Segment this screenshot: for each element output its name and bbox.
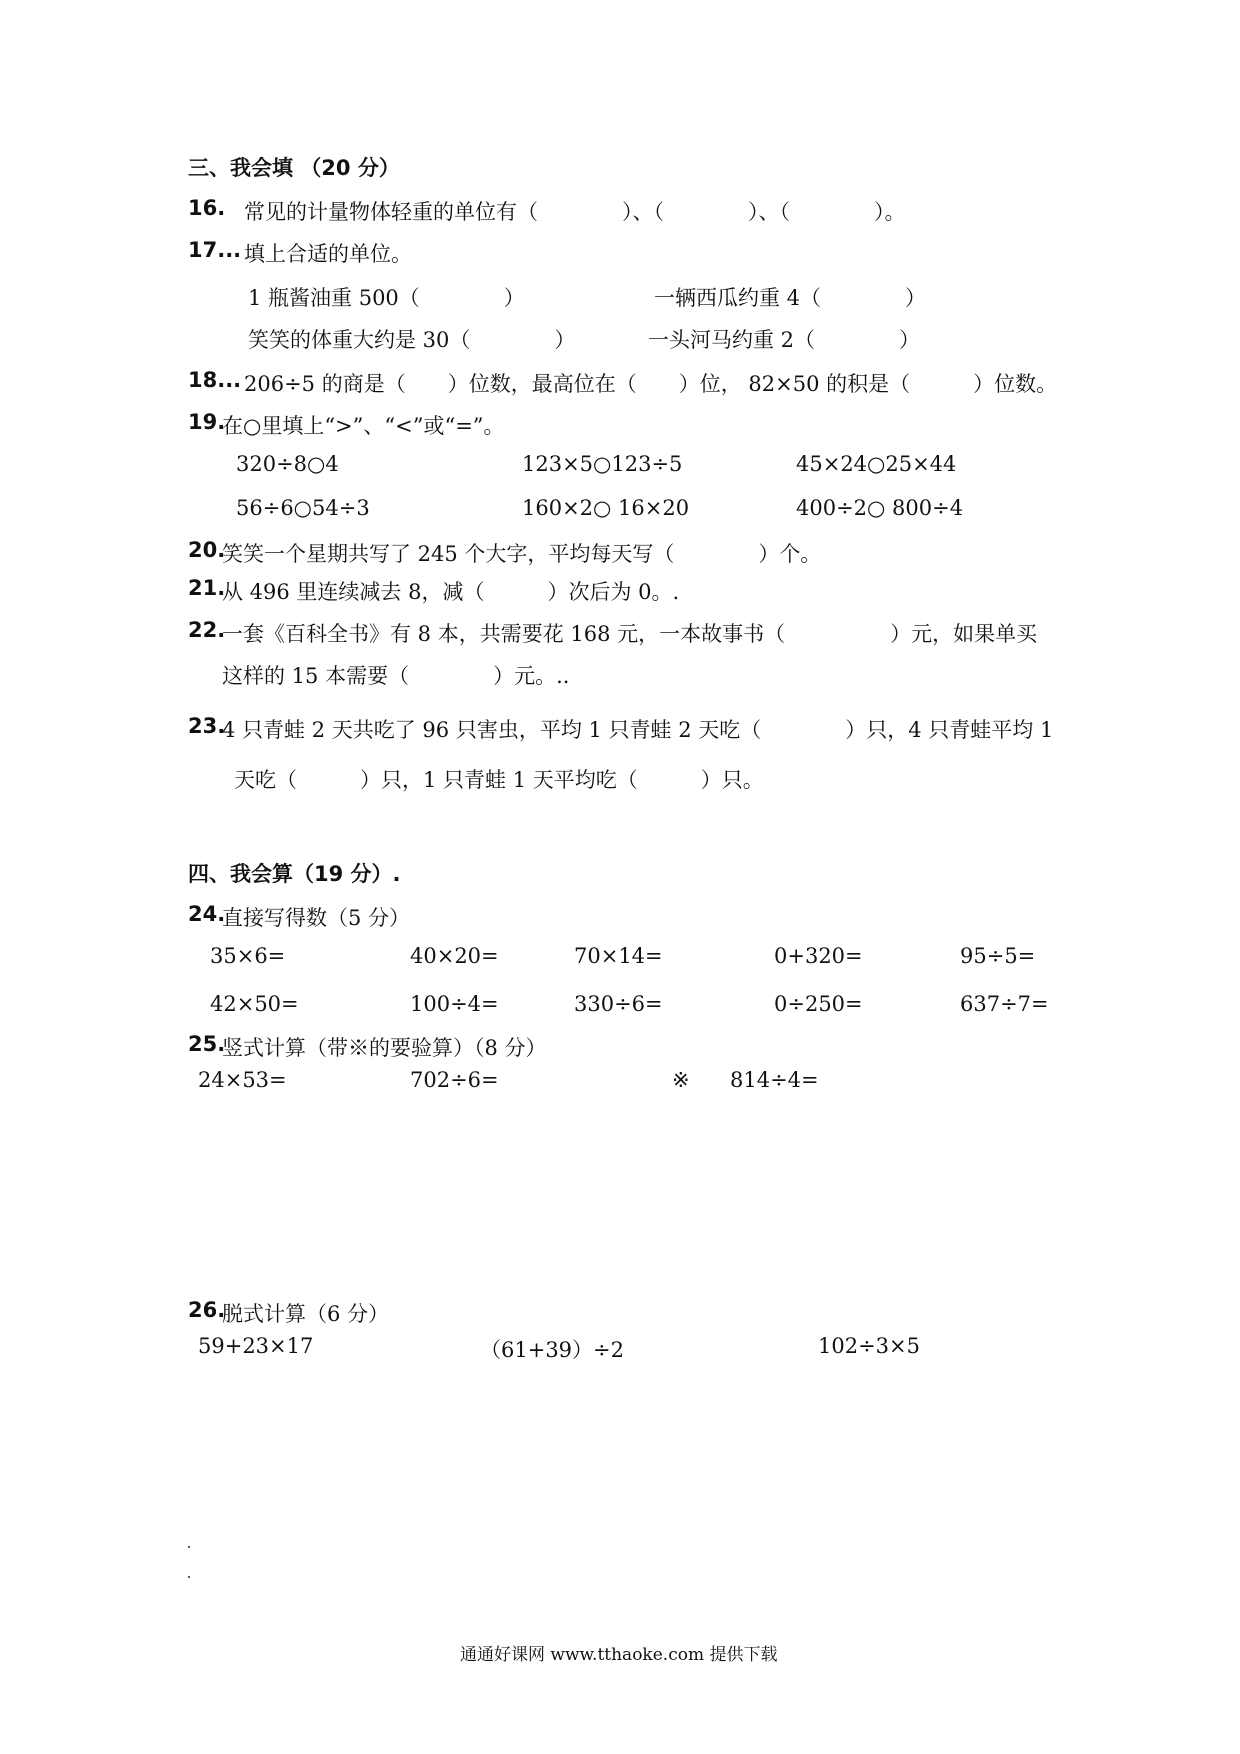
- q25-number: 25.: [188, 1032, 226, 1056]
- q25-item: 702÷6=: [410, 1068, 499, 1092]
- q26-number: 26.: [188, 1298, 226, 1322]
- scan-dot: [188, 1546, 190, 1548]
- q17-item-b: 一辆西瓜约重 4（ ）: [654, 286, 927, 310]
- scan-dot: [188, 1576, 190, 1578]
- q23-line-2: 天吃（ ）只，1 只青蛙 1 天平均吃（ ）只。: [234, 768, 764, 792]
- q26-text: 脱式计算（6 分）: [222, 1302, 390, 1326]
- q24-text: 直接写得数（5 分）: [222, 906, 411, 930]
- q19-item: 320÷8○4: [236, 452, 339, 476]
- q22-line-2: 这样的 15 本需要（ ）元。..: [222, 664, 570, 688]
- q24-number: 24.: [188, 902, 226, 926]
- q21-number: 21.: [188, 576, 226, 600]
- section-3-heading: 三、我会填 （20 分）: [188, 156, 400, 180]
- q16-text: 常见的计量物体轻重的单位有（ ）、（ ）、（ ）。: [244, 200, 906, 224]
- q22-line-1: 一套《百科全书》有 8 本，共需要花 168 元，一本故事书（ ）元，如果单买: [222, 622, 1038, 646]
- q19-item: 56÷6○54÷3: [236, 496, 370, 520]
- q16-number: 16.: [188, 196, 226, 220]
- q24-item: 40×20=: [410, 944, 499, 968]
- section-4-heading: 四、我会算（19 分）.: [188, 862, 401, 886]
- q24-item: 0+320=: [774, 944, 863, 968]
- q17-item-a: 1 瓶酱油重 500（ ）: [248, 286, 525, 310]
- q17-text: 填上合适的单位。: [244, 242, 412, 266]
- verification-mark: ※: [672, 1068, 690, 1092]
- q23-line-1: 4 只青蛙 2 天共吃了 96 只害虫，平均 1 只青蛙 2 天吃（ ）只，4 只青蛙平均 1: [222, 718, 1054, 742]
- q26-item: 102÷3×5: [818, 1334, 920, 1358]
- q25-text: 竖式计算（带※的要验算）（8 分）: [222, 1036, 547, 1060]
- q23-number: 23.: [188, 714, 226, 738]
- q20-number: 20.: [188, 538, 226, 562]
- q19-item: 123×5○123÷5: [522, 452, 683, 476]
- q24-item: 637÷7=: [960, 992, 1049, 1016]
- q21-text: 从 496 里连续减去 8，减（ ）次后为 0。.: [222, 580, 680, 604]
- q17-item-d: 一头河马约重 2（ ）: [648, 328, 921, 352]
- q26-item: 59+23×17: [198, 1334, 314, 1358]
- q25-item: 814÷4=: [730, 1068, 819, 1092]
- q19-item: 160×2○ 16×20: [522, 496, 690, 520]
- q19-text: 在○里填上“>”、“<”或“=”。: [222, 414, 505, 438]
- q22-number: 22.: [188, 618, 226, 642]
- q26-item: （61+39）÷2: [480, 1338, 624, 1362]
- q17-item-c: 笑笑的体重大约是 30（ ）: [248, 328, 576, 352]
- q18-number: 18...: [188, 368, 242, 392]
- q24-item: 0÷250=: [774, 992, 863, 1016]
- q19-item: 400÷2○ 800÷4: [796, 496, 964, 520]
- q24-item: 330÷6=: [574, 992, 663, 1016]
- q18-text: 206÷5 的商是（ ）位数，最高位在（ ）位， 82×50 的积是（ ）位数。: [244, 372, 1058, 396]
- q24-item: 100÷4=: [410, 992, 499, 1016]
- q20-text: 笑笑一个星期共写了 245 个大字，平均每天写（ ）个。: [222, 542, 822, 566]
- q24-item: 35×6=: [210, 944, 286, 968]
- q25-item: 24×53=: [198, 1068, 287, 1092]
- q24-item: 70×14=: [574, 944, 663, 968]
- q24-item: 42×50=: [210, 992, 299, 1016]
- q19-number: 19.: [188, 410, 226, 434]
- q17-number: 17...: [188, 238, 242, 262]
- footer-credit: 通通好课网 www.tthaoke.com 提供下载: [460, 1645, 778, 1665]
- q19-item: 45×24○25×44: [796, 452, 957, 476]
- q24-item: 95÷5=: [960, 944, 1036, 968]
